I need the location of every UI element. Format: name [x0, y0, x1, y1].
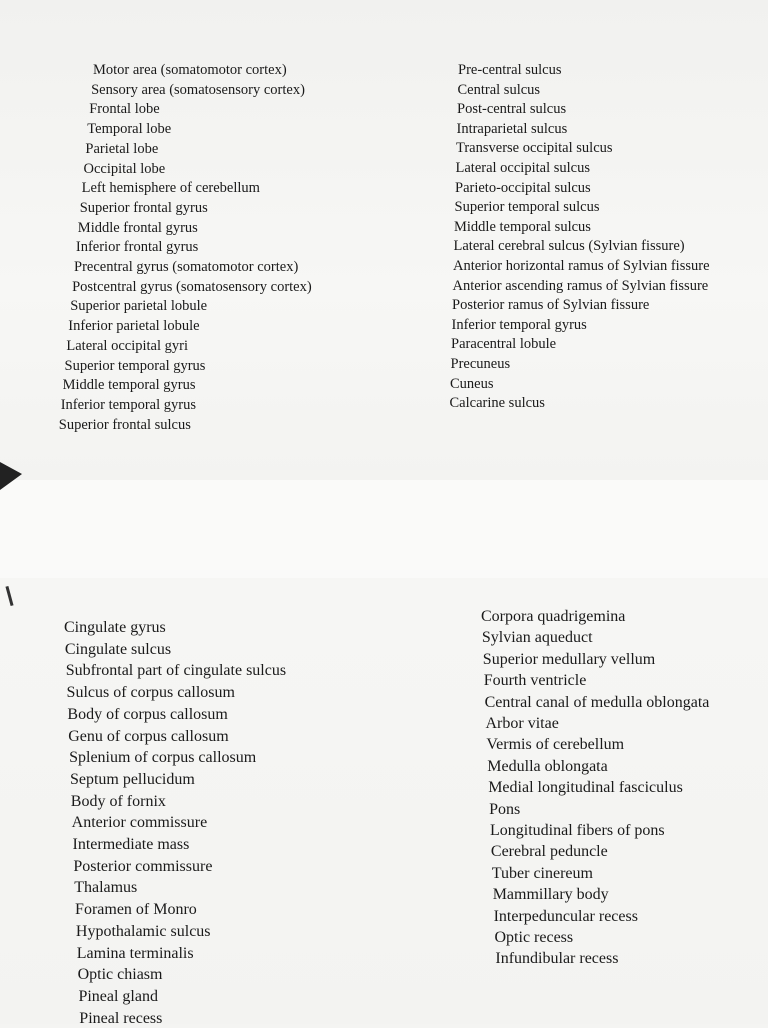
legend-item-label: Post-central sulcus: [457, 101, 567, 118]
legend-item-label: Sensory area (somatosensory cortex): [91, 81, 305, 98]
legend-item-label: Anterior ascending ramus of Sylvian fissure: [452, 277, 709, 294]
legend-item-label: Subfrontal part of cingulate sulcus: [65, 662, 287, 680]
legend-item-label: Superior frontal sulcus: [58, 416, 191, 433]
legend-item-label: Inferior temporal gyrus: [60, 396, 196, 413]
legend-item-label: Central sulcus: [457, 81, 541, 98]
legend-item-label: Superior parietal lobule: [70, 298, 208, 315]
legend-item-label: Cingulate sulcus: [64, 640, 172, 658]
legend-item-label: Sylvian aqueduct: [481, 629, 593, 647]
legend-item-label: Corpora quadrigemina: [481, 608, 626, 625]
legend-item-label: Vermis of cerebellum: [486, 736, 625, 754]
legend-item-label: Body of fornix: [70, 792, 166, 810]
legend-item-label: Septum pellucidum: [69, 770, 195, 788]
legend-item-label: Cingulate gyrus: [64, 619, 166, 636]
legend-item-label: Optic recess: [494, 929, 574, 946]
legend-item-label: Body of corpus callosum: [67, 705, 228, 723]
legend-item-label: Inferior parietal lobule: [68, 318, 200, 335]
legend-item-label: Pineal recess: [79, 1009, 163, 1027]
legend-item-label: Pineal gland: [78, 987, 158, 1005]
legend-item-label: Intraparietal sulcus: [456, 120, 568, 137]
legend-item-label: Inferior temporal gyrus: [451, 316, 587, 333]
legend-item-label: Interpeduncular recess: [493, 907, 638, 925]
legend-item-label: Cuneus: [450, 375, 494, 392]
legend-item-label: Intermediate mass: [72, 836, 190, 853]
legend-item-label: Arbor vitae: [485, 715, 559, 732]
legend-item-label: Central canal of medulla oblongata: [484, 693, 710, 711]
legend-item-label: Inferior frontal gyrus: [75, 239, 199, 256]
legend-item-label: Occipital lobe: [83, 160, 166, 177]
legend-item-label: Lateral occipital gyri: [66, 337, 188, 354]
legend-item-label: Posterior ramus of Sylvian fissure: [452, 297, 650, 314]
legend-item-label: Lateral cerebral sulcus (Sylvian fissure): [453, 238, 685, 255]
legend-item-label: Frontal lobe: [89, 101, 160, 118]
legend-item-label: Longitudinal fibers of pons: [490, 822, 665, 839]
legend-item-label: Tuber cinereum: [491, 864, 593, 882]
legend-item-label: Parieto-occipital sulcus: [455, 179, 591, 196]
legend-item-label: Motor area (somatomotor cortex): [93, 62, 287, 78]
legend-item-label: Postcentral gyrus (somatosensory cortex): [72, 278, 312, 295]
legend-item-label: Lateral occipital sulcus: [455, 160, 590, 176]
legend-item-label: Pre-central sulcus: [458, 62, 562, 78]
legend-item-label: Medulla oblongata: [487, 757, 608, 775]
legend-item-label: Superior frontal gyrus: [79, 199, 208, 216]
legend-item-label: Middle frontal gyrus: [77, 219, 198, 236]
legend-item-label: Foramen of Monro: [75, 901, 197, 919]
legend-item-label: Middle temporal sulcus: [454, 218, 591, 235]
legend-item-label: Middle temporal gyrus: [62, 377, 196, 394]
legend-item-label: Precuneus: [450, 356, 511, 372]
legend-item-label: Anterior horizontal ramus of Sylvian fissure: [453, 258, 710, 274]
legend-item-label: Superior medullary vellum: [482, 650, 656, 668]
page-gap: [0, 480, 768, 578]
legend-item-label: Genu of corpus callosum: [68, 727, 229, 745]
legend-item-label: Superior temporal gyrus: [64, 357, 206, 374]
legend-item-label: Infundibular recess: [495, 950, 619, 968]
legend-item-label: Sulcus of corpus callosum: [66, 684, 235, 702]
legend-item-label: Optic chiasm: [77, 966, 163, 984]
legend-item-label: Mammillary body: [492, 886, 609, 904]
legend-item-label: Precentral gyrus (somatomotor cortex): [74, 259, 299, 275]
legend-item-label: Pons: [489, 800, 521, 818]
legend-item-label: Left hemisphere of cerebellum: [81, 180, 260, 197]
legend-item-label: Superior temporal sulcus: [454, 199, 600, 216]
legend-item-label: Cerebral peduncle: [490, 843, 608, 861]
legend-item-label: Lamina terminalis: [76, 944, 194, 962]
legend-item-label: Temporal lobe: [87, 121, 172, 138]
legend-item-label: Paracentral lobule: [451, 336, 557, 353]
legend-item-label: Anterior commissure: [71, 814, 208, 832]
torn-corner: [0, 462, 22, 490]
legend-item-label: Transverse occipital sulcus: [456, 140, 613, 157]
legend-item-label: Calcarine sulcus: [449, 395, 545, 412]
legend-item-label: Splenium of corpus callosum: [69, 749, 257, 767]
legend-item-label: Medial longitudinal fasciculus: [488, 779, 683, 797]
legend-item-label: Fourth ventricle: [483, 672, 587, 690]
legend-item-label: Hypothalamic sulcus: [75, 922, 211, 940]
legend-item-label: Parietal lobe: [85, 140, 159, 157]
legend-item-label: Thalamus: [74, 879, 138, 897]
legend-item-label: Posterior commissure: [73, 857, 213, 875]
